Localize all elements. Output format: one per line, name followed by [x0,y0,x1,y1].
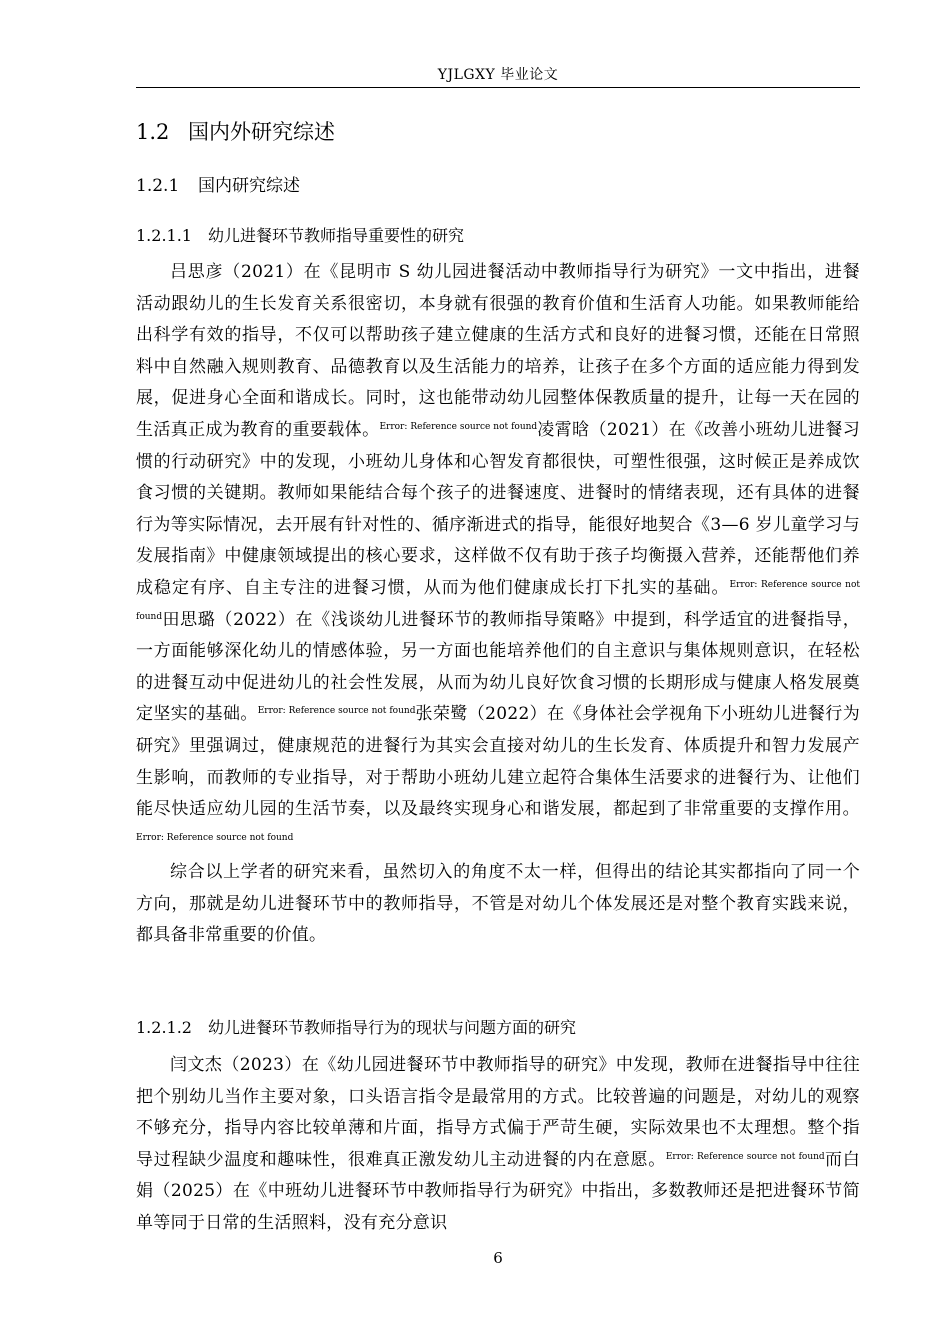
reference-error: Error: Reference source not found [136,579,860,622]
section-heading-1-2-1-1 [136,223,464,246]
reference-error: Error: Reference source not found [665,1151,825,1162]
reference-error: Error: Reference source not found [136,832,294,843]
section-number: 1.2.1 [136,176,180,196]
reference-error: Error: Reference source not found [379,421,538,432]
text-run: 田思璐（2022）在《浅谈幼儿进餐环节的教师指导策略》中提到，科学适宜的进餐指导，一方面能够深化幼儿的情感体验，另一方面也能培养他们的自主意识与集体规则意识，在轻松的进餐互动中促进幼儿的社会性发展，从而为幼儿良好饮食习惯的长期形成与健康人格发展奠定坚实的基础。 [136,609,860,725]
paragraph-summary: 综合以上学者的研究来看，虽然切入的角度不太一样，但得出的结论其实都指向了同一个方向，那就是幼儿进餐环节中的教师指导，不管是对幼儿个体发展还是对整个教育实践来说，都具备非常重要的价值。 [136,862,860,946]
paragraph-status-problems [136,1050,860,1240]
header-rule [136,87,860,88]
text-run: 吕思彦（2021）在《昆明市 S 幼儿园进餐活动中教师指导行为研究》一文中指出，进餐活动跟幼儿的生长发育关系很密切，本身就有很强的教育价值和生活育人功能。如果教师能给出科学有效的指导，不仅可以帮助孩子建立健康的生活方式和良好的进餐习惯，还能在日常照料中自然融入规则教育、品德教育以及生活能力的培养，让孩子在多个方面的适应能力得到发展，促进身心全面和谐成长。同时，这也能带动幼儿园整体保教质量的提升，让每一天在园的生活真正成为教育的重要载体。 [136,262,860,440]
section-title: 幼儿进餐环节教师指导重要性的研究 [208,226,465,245]
page-number: 6 [493,1249,503,1267]
section-number: 1.2 [136,120,170,144]
body-text-block-2 [136,1050,860,1240]
text-run: 凌霄晗（2021）在《改善小班幼儿进餐习惯的行动研究》中的发现，小班幼儿身体和心智发育都很快，可塑性很强，这时候正是养成饮食习惯的关键期。教师如果能结合每个孩子的进餐速度、进餐时的情绪表现，还有具体的进餐行为等实际情况，去开展有针对性的、循序渐进式的指导，能很好地契合《3—6 岁儿童学习与发展指南》中健康领域提出的核心要求，这样做不仅有助于孩子均衡摄入营养，还能帮他们养成稳定有序、自主专注的进餐习惯，从而为他们健康成长打下扎实的基础。 [136,419,861,598]
text-run: 闫文杰（2023）在《幼儿园进餐环节中教师指导的研究》中发现，教师在进餐指导中往往把个别幼儿当作主要对象，口头语言指令是最常用的方式。比较普遍的问题是，对幼儿的观察不够充分，指导内容比较单薄和片面，指导方式偏于严苛生硬，实际效果也不太理想。整个指导过程缺少温度和趣味性，很难真正激发幼儿主动进餐的内在意愿。 [136,1055,860,1170]
paragraph-importance [136,257,860,857]
running-header: YJLGXY 毕业论文 [437,67,559,83]
section-title: 国内研究综述 [198,176,300,196]
text-run: 而白娟（2025）在《中班幼儿进餐环节中教师指导行为研究》中指出，多数教师还是把进餐环节简单等同于日常的生活照料，没有充分意识 [136,1149,860,1233]
text-run: 张荣鹭（2022）在《身体社会学视角下小班幼儿进餐行为研究》里强调过，健康规范的进餐行为其实会直接对幼儿的生长发育、体质提升和智力发展产生影响，而教师的专业指导，对于帮助小班幼儿建立起符合集体生活要求的进餐行为、让他们能尽快适应幼儿园的生活节奏，以及最终实现身心和谐发展，都起到了非常重要的支撑作用。 [136,704,860,820]
section-title: 幼儿进餐环节教师指导行为的现状与问题方面的研究 [208,1018,577,1037]
body-text-block-1 [136,257,860,952]
reference-error: Error: Reference source not found [257,706,416,717]
section-heading-1-2-1 [136,171,300,196]
section-heading-1-2 [136,116,335,146]
section-number: 1.2.1.1 [136,226,192,245]
section-heading-1-2-1-2 [136,1015,576,1038]
section-title: 国内外研究综述 [188,120,335,144]
section-number: 1.2.1.2 [136,1018,192,1037]
